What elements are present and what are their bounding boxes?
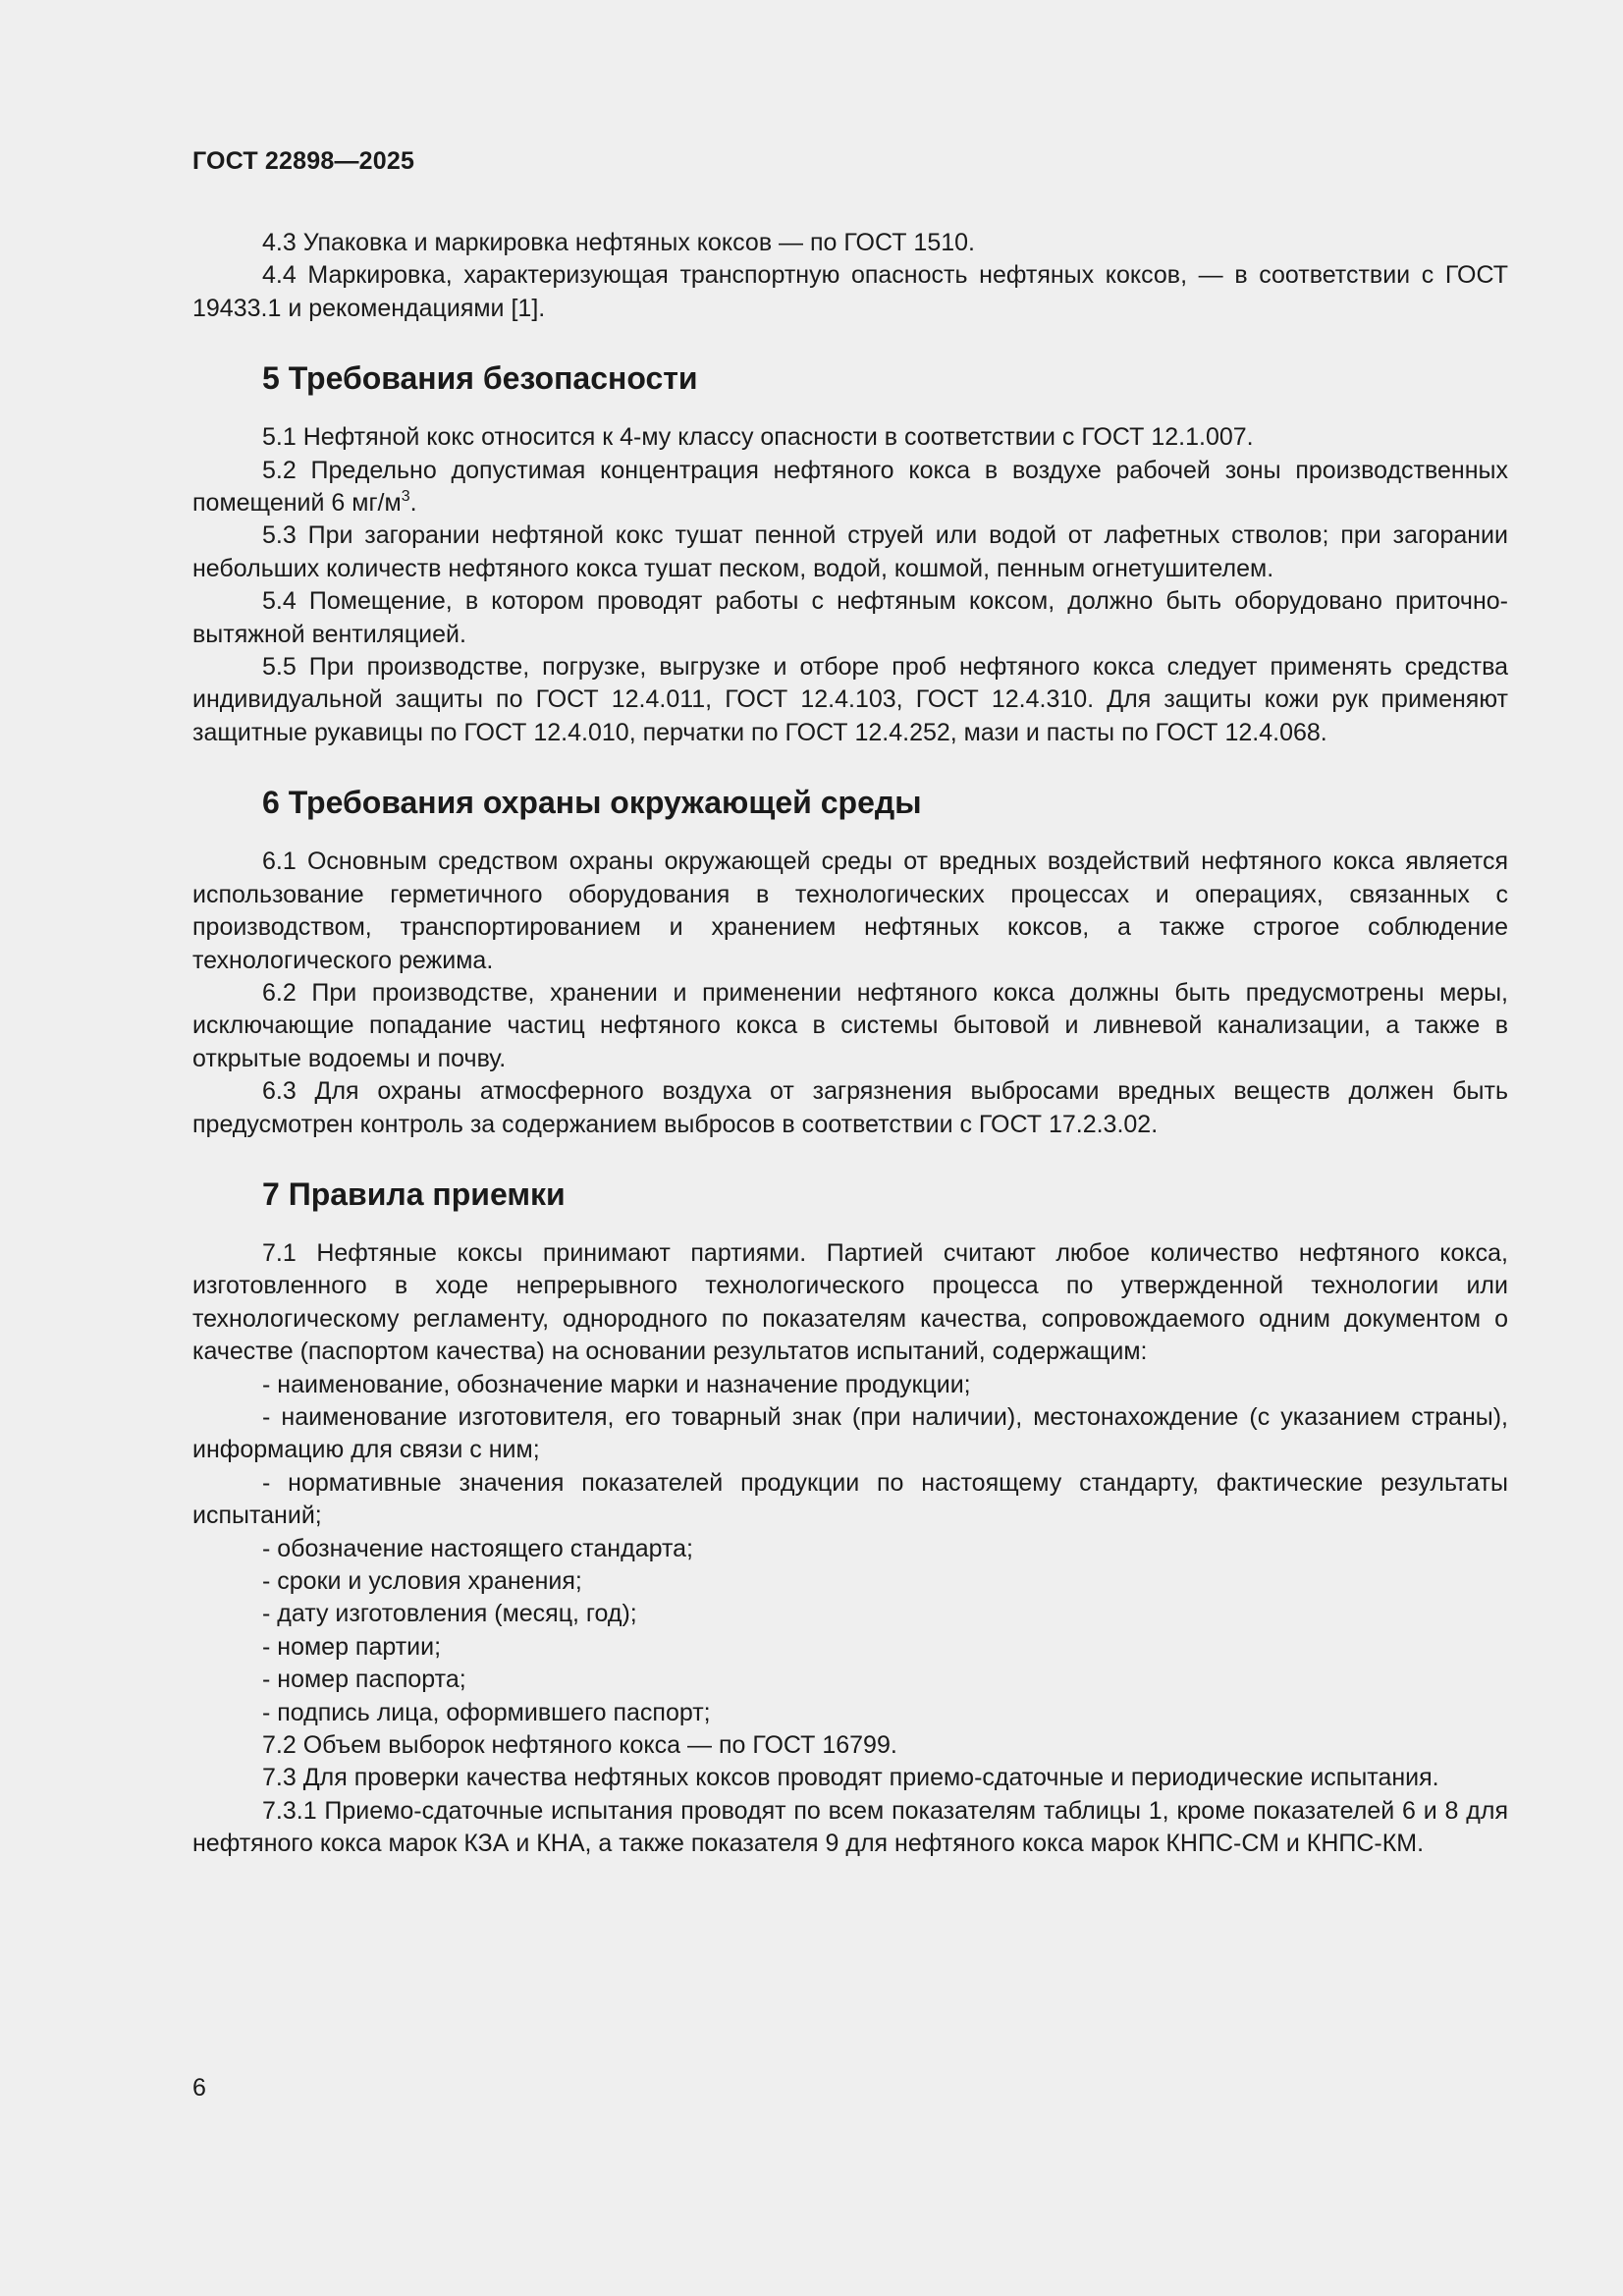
section-6-title: 6 Требования охраны окружающей среды	[262, 785, 922, 821]
paragraph-6-1: 6.1 Основным средством охраны окружающей среды от вредных воздействий нефтяного кокса является использование герметичного оборудования в технологических процессах и операциях, связанных с производством, транспортированием и хранением нефтяных коксов, а также строгое соблюдение технологического режима.	[192, 847, 1508, 974]
list-item: - нормативные значения показателей продукции по настоящему стандарту, фактические результаты испытаний;	[192, 1468, 1508, 1530]
section-7-title: 7 Правила приемки	[262, 1175, 566, 1212]
paragraph-7-1: 7.1 Нефтяные коксы принимают партиями. Партией считают любое количество нефтяного кокса, изготовленного в ходе непрерывного технологического процесса по утвержденной технологии или технологическому регламенту, однородного по показателям качества, сопровождаемого одним документом о качестве (паспортом качества) на основании результатов испытаний, содержащим:	[192, 1238, 1508, 1366]
paragraph-6-3: 6.3 Для охраны атмосферного воздуха от загрязнения выбросами вредных веществ должен быть предусмотрен контроль за содержанием выбросов в соответствии с ГОСТ 17.2.3.02.	[192, 1077, 1508, 1138]
paragraph-5-5: 5.5 При производстве, погрузке, выгрузке и отборе проб нефтяного кокса следует применять средства индивидуальной защиты по ГОСТ 12.4.011, ГОСТ 12.4.103, ГОСТ 12.4.310. Для защиты кожи рук применяют защитные рукавицы по ГОСТ 12.4.010, перчатки по ГОСТ 12.4.252, мази и пасты по ГОСТ 12.4.068.	[192, 653, 1508, 746]
paragraph-5-2-text: 5.2 Предельно допустимая концентрация нефтяного кокса в воздухе рабочей зоны производственных помещений 6 мг/м	[192, 456, 1508, 518]
section-5-title: 5 Требования безопасности	[262, 360, 698, 397]
paragraph-7-2: 7.2 Объем выборок нефтяного кокса — по ГОСТ 16799.	[262, 1731, 897, 1760]
superscript-3: 3	[401, 488, 410, 506]
list-item: - номер паспорта;	[262, 1666, 466, 1694]
list-item: - наименование изготовителя, его товарный знак (при наличии), местонахождение (с указанием страны), информацию для связи с ним;	[192, 1402, 1508, 1464]
paragraph-5-3: 5.3 При загорании нефтяной кокс тушат пенной струей или водой от лафетных стволов; при загорании небольших количеств нефтяного кокса тушат песком, водой, кошмой, пенным огнетушителем.	[192, 521, 1508, 582]
paragraph-5-2	[192, 455, 1508, 520]
paragraph-7-3: 7.3 Для проверки качества нефтяных коксов проводят приемо-сдаточные и периодические испытания.	[262, 1764, 1439, 1792]
paragraph-5-2-end: .	[409, 489, 417, 518]
document-body	[192, 227, 1508, 1861]
paragraph-4-3: 4.3 Упаковка и маркировка нефтяных коксов — по ГОСТ 1510.	[262, 229, 975, 256]
list-item: - номер партии;	[262, 1632, 442, 1661]
list-item: - подпись лица, оформившего паспорт;	[262, 1698, 711, 1726]
list-item: - обозначение настоящего стандарта;	[262, 1534, 693, 1562]
paragraph-5-1: 5.1 Нефтяной кокс относится к 4-му классу опасности в соответствии с ГОСТ 12.1.007.	[262, 423, 1254, 452]
list-item: - дату изготовления (месяц, год);	[262, 1600, 637, 1628]
paragraph-5-4: 5.4 Помещение, в котором проводят работы с нефтяным коксом, должно быть оборудовано приточно-вытяжной вентиляцией.	[192, 587, 1508, 648]
document-header: ГОСТ 22898—2025	[192, 147, 415, 175]
list-item: - сроки и условия хранения;	[262, 1567, 582, 1595]
paragraph-4-4: 4.4 Маркировка, характеризующая транспортную опасность нефтяных коксов, — в соответствии с ГОСТ 19433.1 и рекомендациями [1].	[192, 261, 1508, 322]
paragraph-6-2: 6.2 При производстве, хранении и применении нефтяного кокса должны быть предусмотрены меры, исключающие попадание частиц нефтяного кокса в системы бытовой и ливневой канализации, а также в открытые водоемы и почву.	[192, 978, 1508, 1072]
paragraph-7-3-1: 7.3.1 Приемо-сдаточные испытания проводят по всем показателям таблицы 1, кроме показателей 6 и 8 для нефтяного кокса марок КЗА и КНА, а также показателя 9 для нефтяного кокса марок КНПС-СМ и КНПС-КМ.	[192, 1796, 1508, 1858]
list-item: - наименование, обозначение марки и назначение продукции;	[262, 1370, 971, 1398]
page-number: 6	[192, 2074, 206, 2102]
